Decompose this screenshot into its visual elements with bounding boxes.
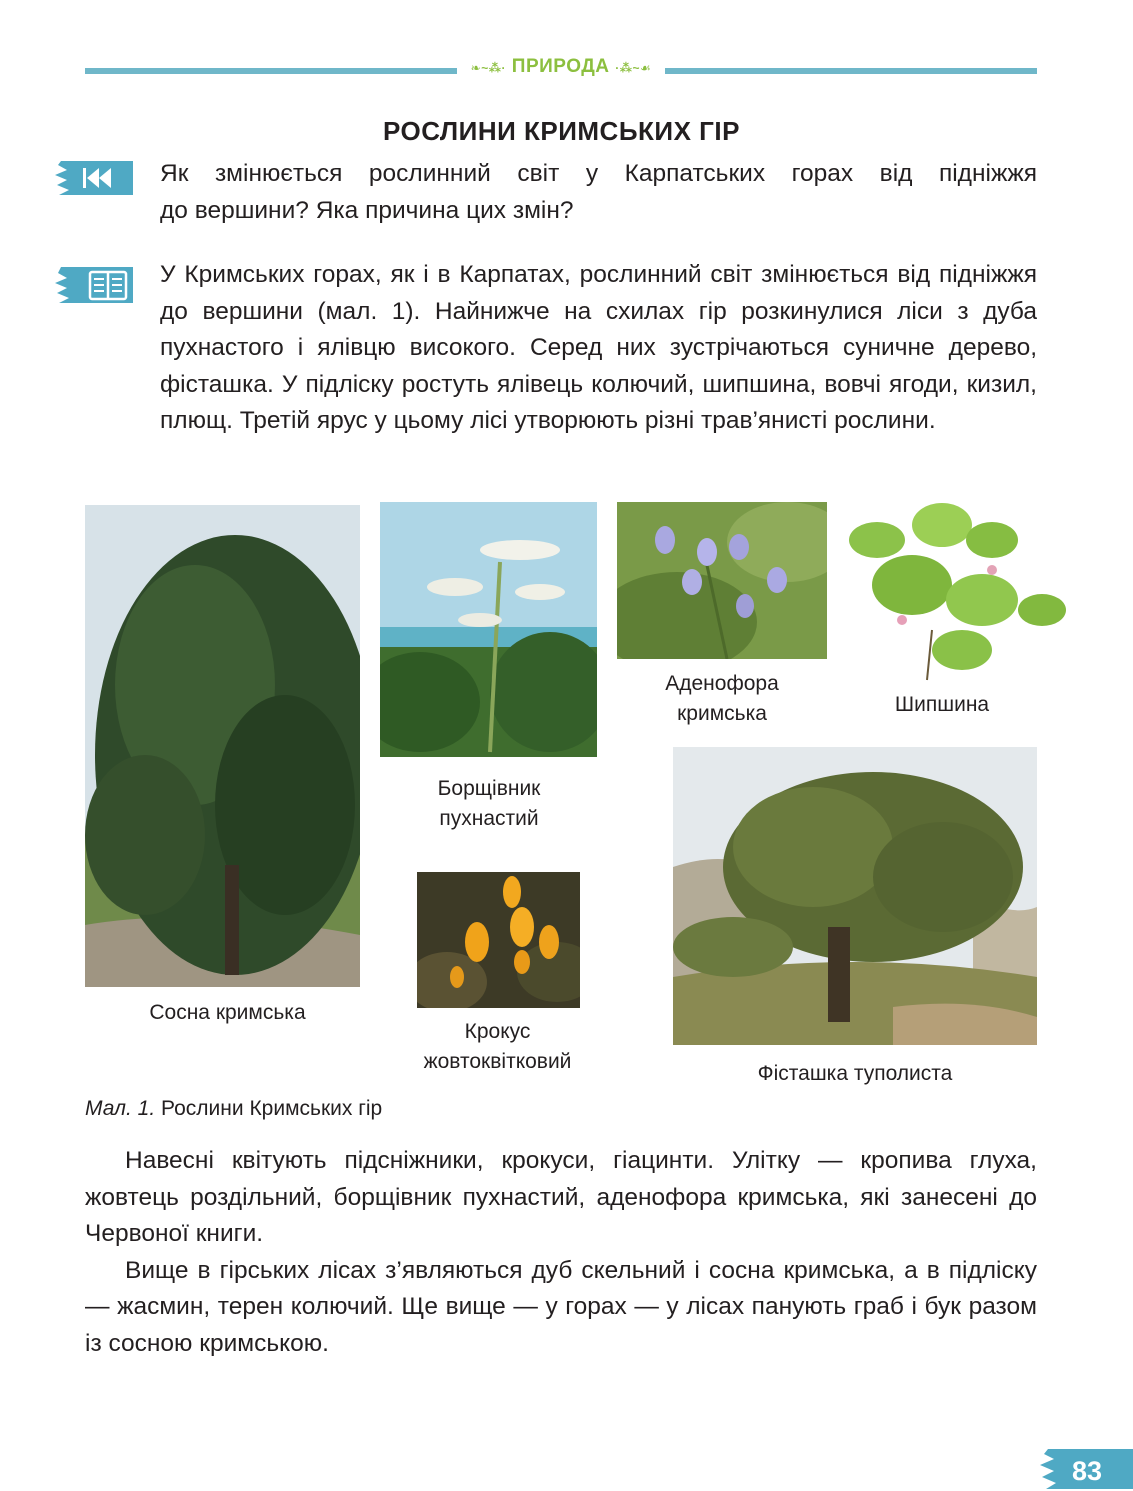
caption-sosna: Сосна кримська: [149, 1001, 306, 1024]
figure-caption-label: Мал. 1.: [85, 1097, 156, 1120]
photo-borshchivnyk: [380, 502, 597, 757]
caption-krokus: [400, 1017, 595, 1077]
rewind-icon: [55, 157, 133, 199]
photo-shypshyna: [842, 500, 1074, 682]
photo-adenofora: [617, 502, 827, 659]
caption-adenofora: [622, 669, 822, 729]
paragraph-higher-forests: Вище в гірських лісах з’являються дуб скельний і сосна кримська, а в підліску — жасмин, терен колючий. Ще вище — у горах — у лісах панують граб і бук разом із сосною кримською.: [85, 1256, 1037, 1357]
caption-krokus-line-2: жовтоквітковий: [423, 1050, 572, 1073]
reading-paragraph: У Кримських горах, як і в Карпатах, рослинний світ змінюється від підніжжя до вершини (мал. 1). Найнижче на схилах гір розкинулися ліси з дуба пухнастого і ялівцю високого. Серед них зустрічаються суничне дерево, фісташка. У підліску ростуть ялівець колючий, шипшина, вовчі ягоди, кизил, плющ. Третій ярус у цьому лісі утворюють різні трав’янисті рослини.: [160, 261, 1037, 434]
photo-fistashka: [673, 747, 1037, 1045]
header-rule-right: [665, 68, 1037, 74]
caption-fistashka: Фісташка туполиста: [757, 1062, 953, 1085]
question-line-1: Як змінюється рослинний світ у Карпатських горах від підніжжя: [160, 160, 1037, 187]
caption-shypshyna: Шипшина: [894, 693, 990, 716]
caption-adenofora-line-1: Аденофора: [665, 672, 779, 695]
ornament-right-icon: ·⁂~☙: [615, 61, 652, 75]
caption-adenofora-line-2: кримська: [677, 702, 767, 725]
paragraph-spring-summer: Навесні квітують підсніжники, крокуси, гіацинти. Улітку — кропива глуха, жовтець роздільний, борщівник пухнастий, аденофора кримська, які занесені до Червоної книги.: [85, 1147, 1037, 1247]
section-header: [457, 56, 665, 78]
header-rule-left: [85, 68, 457, 74]
figure-caption-text: Рослини Кримських гір: [155, 1097, 383, 1120]
caption-borshchivnyk-line-1: Борщівник: [437, 777, 541, 800]
question-line-2: до вершини? Яка причина цих змін?: [160, 196, 574, 224]
figure-caption: [85, 1097, 382, 1121]
question-text: [160, 156, 1037, 229]
page-title: РОСЛИНИ КРИМСЬКИХ ГІР: [383, 116, 740, 146]
photo-sosna-krymska: [85, 505, 360, 987]
ornament-left-icon: ❧~⁂·: [470, 61, 507, 75]
photo-krokus: [417, 872, 580, 1008]
caption-borshchivnyk: [400, 774, 578, 834]
caption-borshchivnyk-line-2: пухнастий: [439, 807, 539, 830]
page-number: 83: [1071, 1456, 1103, 1486]
section-title: ПРИРОДА: [511, 56, 610, 77]
lower-text: [85, 1143, 1037, 1362]
caption-krokus-line-1: Крокус: [464, 1020, 531, 1043]
open-book-icon: [55, 264, 133, 306]
